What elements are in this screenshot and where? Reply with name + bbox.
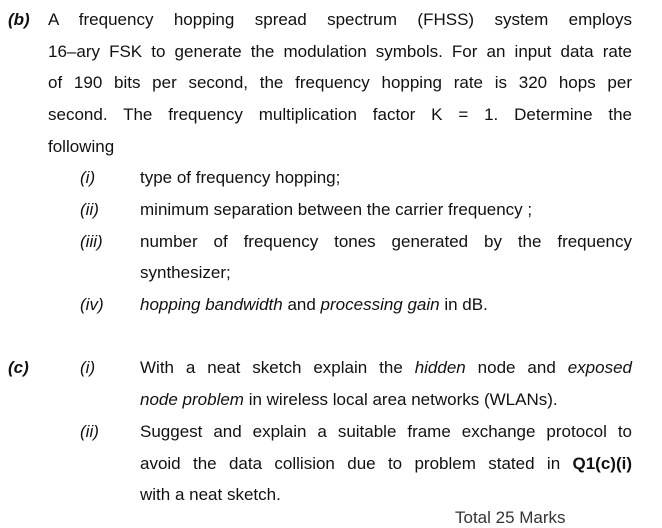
part-b-line-3: of 190 bits per second, the frequency hopping rate is 320 hops per xyxy=(48,73,632,92)
item-b-iv-tail: in dB. xyxy=(439,295,488,314)
total-marks-footer xyxy=(455,508,655,527)
item-b-iii-text: number of frequency tones generated by the frequency xyxy=(140,232,632,251)
item-c-i-node-problem: node problem xyxy=(140,390,244,409)
item-b-iv-emph-2: processing gain xyxy=(320,295,440,314)
item-c-i-pre: With a neat sketch explain the xyxy=(140,358,415,377)
part-b-line-2: 16–ary FSK to generate the modulation symbols. For an input data rate xyxy=(48,42,632,61)
item-c-i-line-1 xyxy=(140,358,632,378)
item-c-ii-line-3: with a neat sketch. xyxy=(140,485,281,504)
part-b-line-4: second. The frequency multiplication factor K = 1. Determine the xyxy=(48,105,632,124)
item-b-iv-connector: and xyxy=(282,295,321,314)
part-b-line-1: A frequency hopping spread spectrum (FHSS) system employs xyxy=(48,10,632,29)
item-b-iv-emph-1: hopping bandwidth xyxy=(140,295,283,314)
item-c-ii-pre: avoid the data collision due to problem stated in xyxy=(140,454,573,473)
item-c-i-exposed: exposed xyxy=(567,358,632,377)
item-c-ii-number: (ii) xyxy=(80,422,99,441)
item-b-iii-text-cont: synthesizer; xyxy=(140,263,231,282)
item-b-i-text: type of frequency hopping; xyxy=(140,168,341,187)
item-b-ii-text: minimum separation between the carrier frequency ; xyxy=(140,200,533,219)
part-b-line-5: following xyxy=(48,137,115,156)
item-c-ii-line-2 xyxy=(140,454,632,474)
part-c-label: (c) xyxy=(8,358,29,377)
item-b-iv-number: (iv) xyxy=(80,295,104,314)
item-c-ii-reference: Q1(c)(i) xyxy=(572,454,632,473)
item-c-i-post: in wireless local area networks (WLANs). xyxy=(243,390,558,409)
item-b-iii-number: (iii) xyxy=(80,232,103,251)
item-c-ii-line-1: Suggest and explain a suitable frame exchange protocol to xyxy=(140,422,632,441)
total-marks-text: Total 25 Marks xyxy=(455,508,566,527)
item-c-i-line-2 xyxy=(140,390,558,410)
item-c-i-number: (i) xyxy=(80,358,96,377)
item-b-i-number: (i) xyxy=(80,168,96,187)
item-c-i-mid: node and xyxy=(465,358,568,377)
item-c-i-hidden: hidden xyxy=(414,358,466,377)
item-b-ii-number: (ii) xyxy=(80,200,99,219)
item-b-iv-text xyxy=(140,295,488,315)
part-b-label: (b) xyxy=(8,10,30,29)
